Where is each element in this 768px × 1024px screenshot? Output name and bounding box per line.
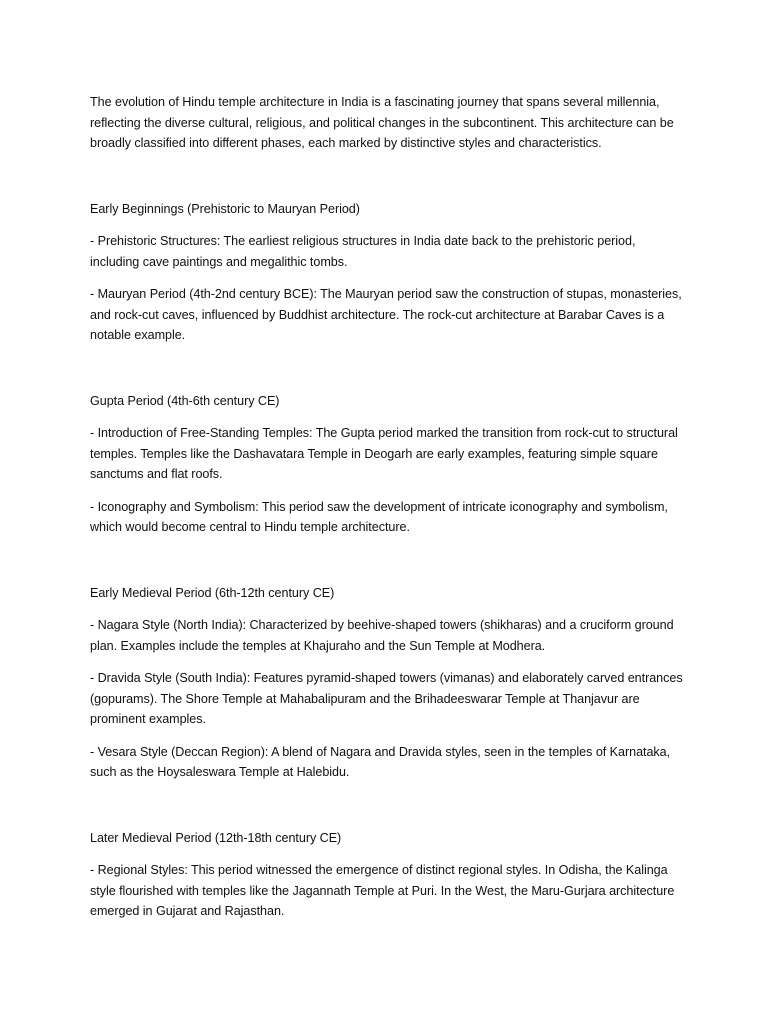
section-heading-later-medieval: Later Medieval Period (12th-18th century CE) <box>90 830 342 845</box>
section-heading-early-medieval: Early Medieval Period (6th-12th century CE) <box>90 585 335 600</box>
bullet-dravida-style: - Dravida Style (South India): Features pyramid-shaped towers (vimanas) and elaborately carved entrances (gopurams). The Shore Temple at Mahabalipuram and the Brihadeeswarar Temple at Thanjavur are prominent examples. <box>90 671 683 726</box>
bullet-free-standing-temples: - Introduction of Free-Standing Temples: The Gupta period marked the transition from rock-cut to structural temples. Temples like the Dashavatara Temple in Deogarh are early examples, featuring simple square sanctums and flat roofs. <box>90 426 678 481</box>
bullet-prehistoric-structures: - Prehistoric Structures: The earliest religious structures in India date back to the prehistoric period, including cave paintings and megalithic tombs. <box>90 234 636 269</box>
document-body <box>90 92 684 934</box>
bullet-mauryan-period: - Mauryan Period (4th-2nd century BCE): The Mauryan period saw the construction of stupas, monasteries, and rock-cut caves, influenced by Buddhist architecture. The rock-cut architecture at Barabar Caves is a notable example. <box>90 287 682 342</box>
section-heading-gupta-period: Gupta Period (4th-6th century CE) <box>90 393 280 408</box>
intro-paragraph: The evolution of Hindu temple architecture in India is a fascinating journey that spans several millennia, reflecting the diverse cultural, religious, and political changes in the subcontinent. This architecture can be broadly classified into different phases, each marked by distinctive styles and characteristics. <box>90 95 674 150</box>
section-heading-early-beginnings: Early Beginnings (Prehistoric to Mauryan Period) <box>90 201 360 216</box>
bullet-vesara-style: - Vesara Style (Deccan Region): A blend of Nagara and Dravida styles, seen in the temples of Karnataka, such as the Hoysaleswara Temple at Halebidu. <box>90 744 671 779</box>
bullet-regional-styles: - Regional Styles: This period witnessed the emergence of distinct regional styles. In Odisha, the Kalinga style flourished with temples like the Jagannath Temple at Puri. In the West, the Maru-Gurjara architecture emerged in Gujarat and Rajasthan. <box>90 863 675 918</box>
bullet-nagara-style: - Nagara Style (North India): Characterized by beehive-shaped towers (shikharas) and a cruciform ground plan. Examples include the temples at Khajuraho and the Sun Temple at Modhera. <box>90 618 674 653</box>
bullet-iconography-symbolism: - Iconography and Symbolism: This period saw the development of intricate iconography and symbolism, which would become central to Hindu temple architecture. <box>90 499 668 534</box>
